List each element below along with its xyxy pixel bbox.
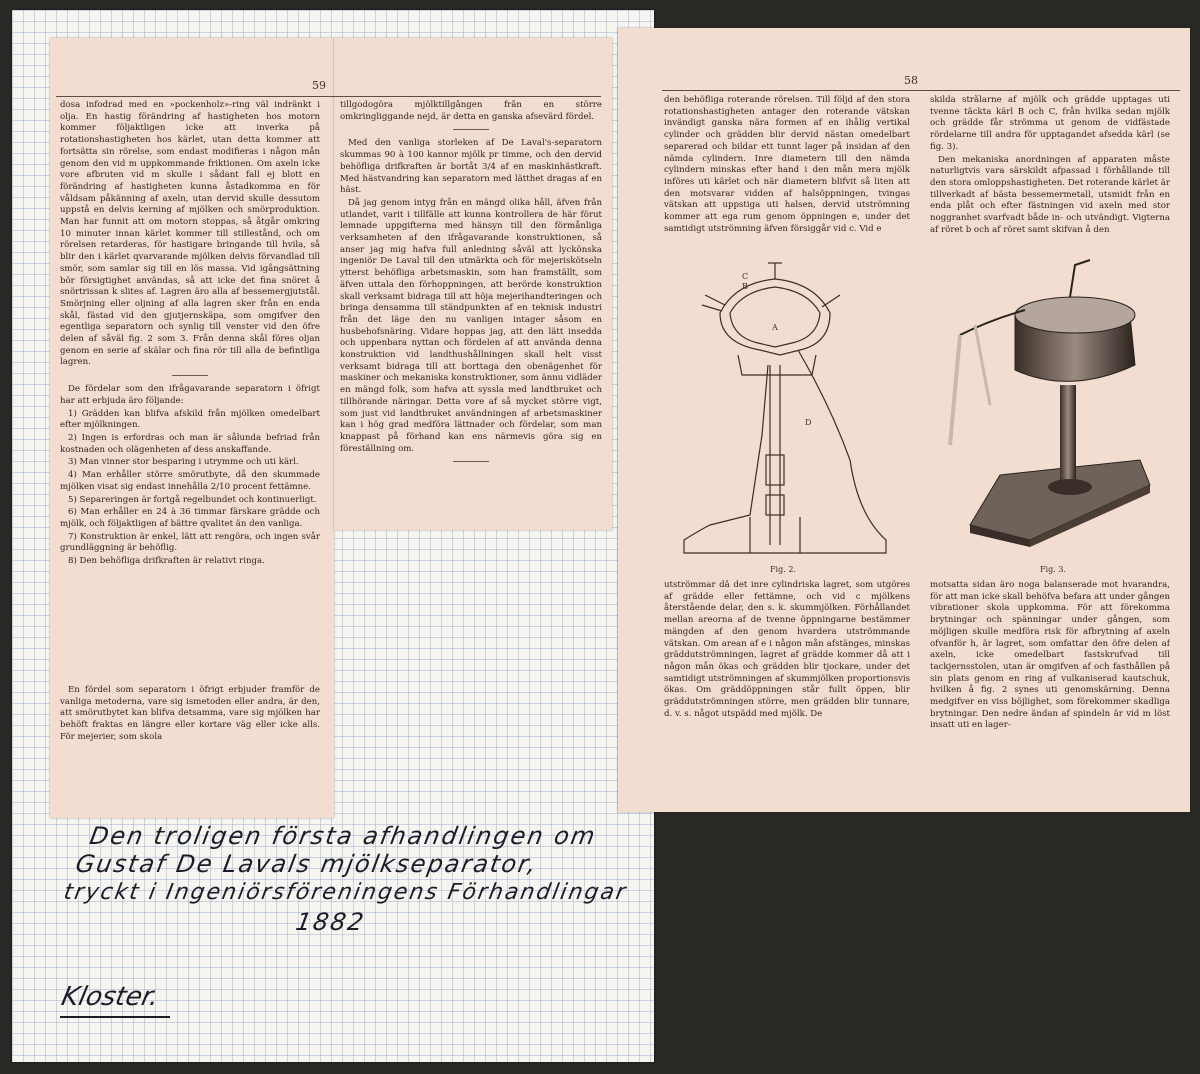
list-item: 7) Konstruktion är enkel, lätt att rengöra, och ingen svår grundläggning är behöflig. bbox=[60, 531, 320, 554]
page-number-58: 58 bbox=[904, 74, 918, 87]
divider bbox=[453, 461, 489, 462]
paragraph: utströmmar då det inre cylindriska lagret, som utgöres af grädde eller fettämne, och vid c mjölkens återstående delar, den s. k. skummjölken. Förhållandet mellan areorna af de tvenne öppningarne bestämmer mängden af den genom hvardera utströmmande vätskan. Om arean af e i någon mån afstänges, minskas gräddutströmningen, lagret af grädde kommer då att i någon mån ökas och grädden blir tjockare, under det samtidigt utströmningen af skummjölken proportionsvis ökas. Om gräddöppningen står fullt öppen, blir gräddutströmningen större, men grädden blir tunnare, d. v. s. något utspädd med mjölk. De bbox=[664, 580, 910, 719]
fig-2-caption: Fig. 2. bbox=[770, 565, 796, 574]
list-item: 4) Man erhåller större smörutbyte, då den skummade mjölken visat sig endast innehålla 2/10 procent fettämne. bbox=[60, 470, 320, 492]
fig2-label-b: B bbox=[742, 282, 748, 291]
list-item: 1) Grädden kan blifva afskild från mjölken omedelbart efter mjölkningen. bbox=[60, 408, 320, 431]
paragraph: En fördel som separatorn i öfrigt erbjuder framför de vanliga metoderna, vare sig ismetoden eller andra, är den, att smörutbytet kan blifva detsamma, vare sig mjölken har behöft fraktas en längre eller kortare väg eller icke alls. För mejerier, som skola bbox=[60, 685, 320, 742]
fig2-label-c: C bbox=[742, 272, 749, 281]
page-59-right-text bbox=[340, 100, 602, 515]
list-item: 5) Separeringen är fortgå regelbundet och kontinuerligt. bbox=[68, 494, 317, 505]
list-item: 2) Ingen is erfordras och man är sålunda befriad från kostnaden och olägenheten af dess anskaffande. bbox=[60, 432, 320, 455]
page-59-left-text-end bbox=[60, 685, 320, 765]
page-58-top-right-text bbox=[930, 95, 1170, 255]
paragraph: skilda strålarne af mjölk och grädde upptagas uti tvenne täckta kärl B och C, från hvilka sedan mjölk och grädde får strömma ut genom de vidfästade rördelarne till andra för upptagandet afsedda kärl (se fig. 3). bbox=[930, 95, 1170, 152]
fig-3-separator-engraving bbox=[930, 255, 1175, 560]
list-item: 8) Den behöfliga drifkraften är relativt ringa. bbox=[68, 556, 265, 567]
page-58-top-left-text bbox=[664, 95, 910, 255]
list-item: 3) Man vinner stor besparing i utrymme och uti kärl. bbox=[68, 457, 299, 468]
paragraph: motsatta sidan äro noga balanserade mot hvarandra, för att man icke skall behöfva befara att under gången vibrationer skola uppkomma. För att förekomma brytningar och spänningar under gången, som möjligen skulle medföra risk för afbrytning af axeln ofvanför h, är lagret, som omfattar den öfre delen af axeln, icke omedelbart fastskrufvad till tackjernsstolen, utan är omgifven af och fasthållen på sin plats genom en ring af vulkaniserad kautschuk, hvilken å fig. 2 synes uti genomskärning. Denna medgifver en viss böjlighet, som förekommer skadliga brytningar. Den nedre ändan af spindeln är vid m löst insatt uti en lager- bbox=[930, 580, 1170, 731]
divider bbox=[453, 129, 489, 130]
paragraph: dosa infodrad med en »pockenholz»-ring väl indränkt i olja. En hastig förändring af hastigheten hos motorn kommer följaktligen icke att inverka på rotationshastigheten hos kärlet, utan detta kommer att fortsätta sin rörelse, som endast modifieras i någon mån genom den vid m uppkommande friktionen. Om axeln icke vore afbruten vid m skulle i sådant fall ej blott en förändring af hastigheten kunna åstadkomma en för våldsam påkänning af axeln, utan dervid skulle dessutom uppstå en delvis kerning af mjölken och smörproduktion. Man har funnit att om motorn stoppas, så åtgår omkring 10 minuter innan kärlet kommer till stillestånd, och om rörelsen retarderas, för hastigare bringande till hvila, så blir den i kärlet qvarvarande mjölken delvis förvandlad till smör, som samlar sig till en lös massa. Vid igångsättning bör försigtighet användas, så att icke det fina snöret å snörtrissan k slites af. Lagren äro alla af bessemergjutstål. Smörjning eller oljning af alla lagren sker från en enda skål, fästad vid den gjutjernskäpa, som omgifver den egentliga separatorn och synlig till venster vid den öfre delen af såväl fig. 2 som 3. Från denna skål föres oljan genom en serie af skälar och fina rör till alla de befintliga lagren. bbox=[60, 100, 320, 368]
fig-3-caption: Fig. 3. bbox=[1040, 565, 1066, 574]
handwritten-note-year: 1882 bbox=[293, 908, 368, 936]
header-rule-59 bbox=[56, 96, 601, 97]
handwritten-note-line-3: tryckt i Ingeniörsföreningens Förhandlingar bbox=[61, 880, 630, 905]
signature-underline bbox=[60, 1016, 170, 1018]
page-58-bottom-right-text bbox=[930, 580, 1170, 745]
fig2-label-a: A bbox=[772, 323, 778, 332]
paragraph: tillgodogöra mjölktillgången från en större omkringliggande nejd, är detta en ganska afsevärd fördel. bbox=[340, 100, 602, 122]
fig2-label-d: D bbox=[805, 418, 812, 427]
page-58-bottom-left-text bbox=[664, 580, 910, 745]
paragraph: den behöfliga roterande rörelsen. Till följd af den stora rotationshastigheten antager den roterande vätskan invändigt ganska nära formen af en ihålig vertikal cylinder och grädden blir dervid nästan omedelbart separerad och bildar ett tunnt lager på insidan af den nämda cylindern. Inre diametern till den nämda cylindern minskas efter hand i den mån mera mjölk införes uti kärlet och när diametern blifvit så liten att den motsvarar vidden af halsöppningen, tvingas vätskan att uppstiga uti halsen, dervid utströmning kommer att ega rum genom öppningen e, under det samtidigt utströmning äfven försiggår vid c. Vid e bbox=[664, 95, 910, 234]
handwritten-note-line-2: Gustaf De Lavals mjölkseparator, bbox=[73, 850, 541, 878]
list-item: 6) Man erhåller en 24 à 36 timmar färskare grädde och mjölk, och följaktligen af bättre qvalitet än den vanliga. bbox=[60, 507, 320, 529]
paragraph: Den mekaniska anordningen af apparaten måste naturligtvis vara särskildt afpassad i förhållande till den stora omloppshastigheten. Det roterande kärlet är tillverkadt af bästa bessemermetall, utsmidt från en enda plåt och efter fästningen vid axeln med stor noggranhet svarfvadt både in- och utvändigt. Vigterna af röret b och af röret samt skifvan å den bbox=[930, 154, 1170, 235]
header-rule-58 bbox=[662, 90, 1180, 91]
page-number-59: 59 bbox=[312, 79, 326, 92]
page-59-left-text bbox=[60, 100, 320, 660]
handwritten-signature: Kloster. bbox=[58, 982, 162, 1012]
paragraph: Då jag genom intyg från en mängd olika håll, äfven från utlandet, varit i tillfälle att kunna kontrollera de här förut lemnade uppgifterna med hänsyn till den förmånliga verksamheten af den ifrågavarande konstruktionen, så anser jag mig hafva full anledning såväl att lyckönska ingeniör De Laval till den utmärkta och för mejeriskötseln ytterst behöfliga arbetsmaskin, som han framställt, som äfven uttala den förhoppningen, att berörde konstruktion skall verksamt bidraga till att höja mejerihandteringen och bringa densamma till ständpunkten af en teknisk industri från det läge den nu vanligen intager såsom en husbehofsnäring. Vidare hoppas jag, att den lätt insedda och uppenbara nyttan och fördelen af att använda denna konstruktion vid landthushållningen skall helt visst verksamt bidraga till att borttaga den obenägenhet för maskiner och mekaniska konstruktioner, som ännu vidläder en mängd folk, som hafva att syssla med landtbruket och tillhörande näringar. Detta vore af så mycket större vigt, som just vid landtbruket användningen af arbetsmaskiner kan i hög grad medföra lättnader och fördelar, som man knappast på förhand kan ens närmevis göra sig en föreställning om. bbox=[340, 197, 602, 454]
paragraph: Med den vanliga storleken af De Laval's-separatorn skummas 90 à 100 kannor mjölk pr timme, och den dervid behöfliga drifkraften är bortåt 3/4 af en maskinhästkraft. Med hästvandring kan separatorn med lätthet dragas af en häst. bbox=[340, 138, 602, 196]
divider bbox=[172, 375, 208, 376]
handwritten-note-line-1: Den troligen första afhandlingen om bbox=[87, 822, 599, 850]
paragraph: De fördelar som den ifrågavarande separatorn i öfrigt har att erbjuda äro följande: bbox=[60, 384, 320, 406]
fig-2-separator-cross-section bbox=[680, 255, 892, 560]
